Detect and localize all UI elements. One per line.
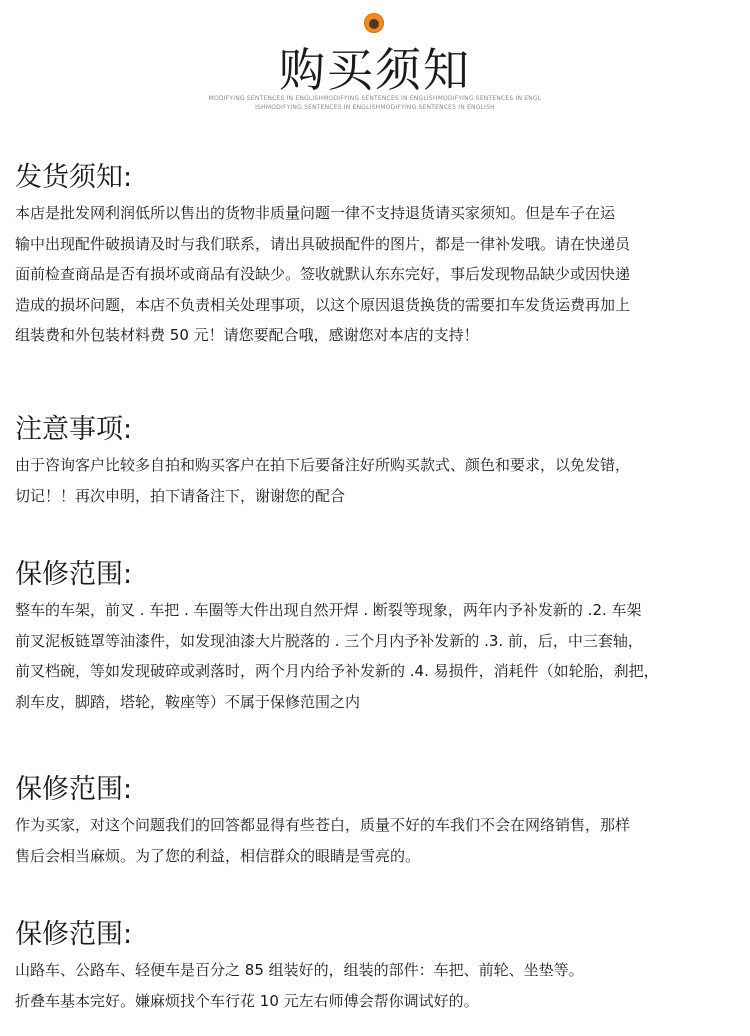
section-warranty-2 <box>15 773 740 871</box>
section-warranty-3 <box>15 918 740 1016</box>
text-line: 售后会相当麻烦。为了您的利益，相信群众的眼睛是雪亮的。 <box>15 846 421 865</box>
text-line: 造成的损坏问题，本店不负责相关处理事项，以这个原因退货换货的需要扣车发货运费再加上 <box>15 295 631 314</box>
text-line: 由于咨询客户比较多自拍和购买客户在拍下后要备注好所购买款式、颜色和要求，以免发错， <box>15 456 631 474</box>
text-line: 前叉档碗，等如发现破碎或剥落时，两个月内给予补发新的 .4. 易损件，消耗件（如轮胎，刹把， <box>15 662 659 680</box>
text-line: 刹车皮，脚踏，塔轮，鞍座等）不属于保修范围之内 <box>15 692 361 711</box>
text-line: 输中出现配件破损请及时与我们联系，请出具破损配件的图片，都是一律补发哦。请在快递员 <box>15 234 631 253</box>
text-line: 山路车、公路车、轻便车是百分之 85 组装好的，组装的部件：车把、前轮、坐垫等。 <box>15 961 584 979</box>
text-line: 面前检查商品是否有损坏或商品有没缺少。签收就默认东东完好，事后发现物品缺少或因快递 <box>15 265 631 283</box>
page-header <box>0 0 750 140</box>
section-body <box>15 198 740 351</box>
section-warranty-1 <box>15 558 740 717</box>
text-line: 前叉泥板链罩等油漆件，如发现油漆大片脱落的 . 三个月内予补发新的 .3. 前，后，中三套轴， <box>15 631 643 650</box>
section-title: 保修范围: <box>15 559 133 590</box>
text-line: 本店是批发网利润低所以售出的货物非质量问题一律不支持退货请买家须知。但是车子在运 <box>15 204 616 222</box>
section-title: 注意事项: <box>15 414 133 445</box>
section-title: 发货须知: <box>15 162 133 193</box>
section-title: 保修范围: <box>15 919 133 950</box>
page-title: 购买须知 <box>279 43 471 97</box>
section-body <box>15 955 740 1016</box>
text-line: 切记！！再次申明，拍下请备注下，谢谢您的配合 <box>15 486 346 505</box>
section-notes <box>15 413 740 511</box>
text-line: 作为买家，对这个问题我们的回答都显得有些苍白，质量不好的车我们不会在网络销售，那样 <box>15 816 631 834</box>
section-body <box>15 810 740 871</box>
section-shipping-notice <box>15 161 740 351</box>
section-body <box>15 595 740 717</box>
logo-icon <box>364 13 384 33</box>
subtitle-line-1: MODIFYING SENTENCES IN ENGLISHMODIFYING SENTENCES IN ENGLISHMODIFYING SENTENCES IN ENGL <box>208 95 542 102</box>
section-body <box>15 450 740 511</box>
text-line: 整车的车架，前叉 . 车把 . 车圈等大件出现自然开焊 . 断裂等现象，两年内予补发新的 .2. 车架 <box>15 601 642 619</box>
text-line: 组装费和外包装材料费 50 元！请您要配合哦，感谢您对本店的支持！ <box>15 326 479 344</box>
section-title: 保修范围: <box>15 774 133 805</box>
subtitle-line-2: ISHMODIFYING SENTENCES IN ENGLISHMODIFYING SENTENCES IN ENGLISH <box>255 104 495 111</box>
text-line: 折叠车基本完好。嫌麻烦找个车行花 10 元左右师傅会帮你调试好的。 <box>15 991 479 1010</box>
